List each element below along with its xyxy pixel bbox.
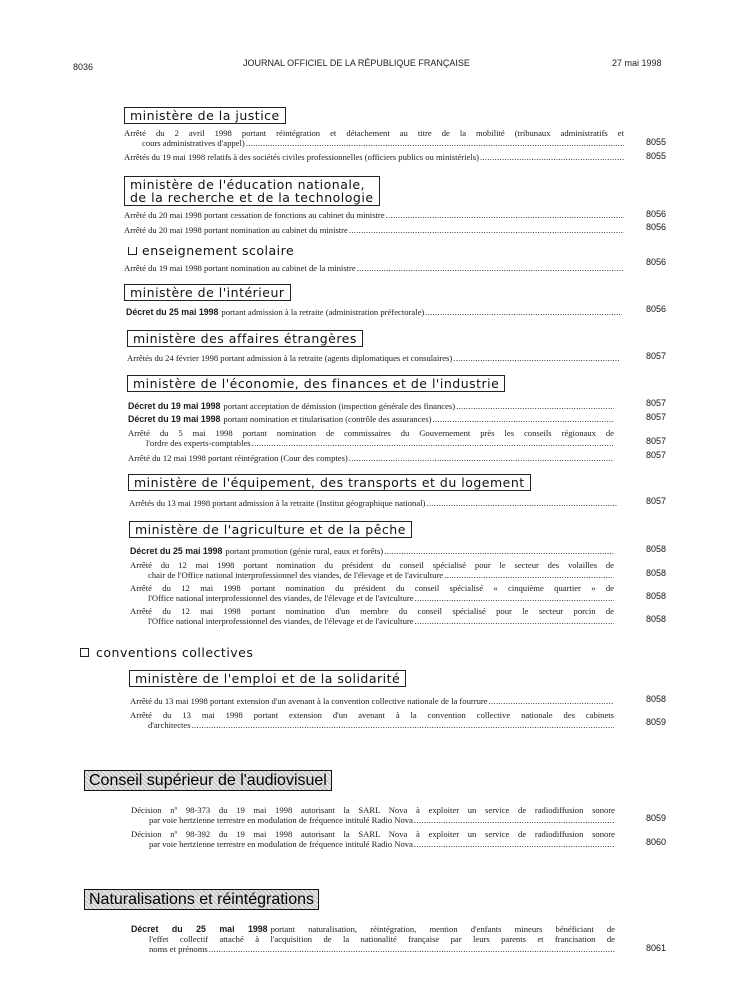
leader-dots <box>209 944 615 954</box>
leader-dots <box>415 593 614 603</box>
entry-text: Décision nº 98-373 du 19 mai 1998 autorisant la SARL Nova à exploiter un service de radiodiffusion sonore <box>131 805 615 815</box>
page-ref: 8058 <box>645 614 666 624</box>
leader-dots <box>384 546 614 556</box>
entry-text: portant promotion (génie rural, eaux et forêts) <box>225 546 384 556</box>
major-section-csa: Conseil supérieur de l'audiovisuel <box>84 770 332 791</box>
leader-dots <box>414 839 615 849</box>
page-ref: 8059 <box>645 813 666 823</box>
entry-text: Arrêté du 5 mai 1998 portant nomination de commissaires du Gouvernement près les conseils régionaux de <box>128 428 614 438</box>
entry-text: Arrêté du 13 mai 1998 portant extension d'un avenant à la convention collective nationale des cabinets <box>130 710 614 720</box>
entry-text: portant acceptation de démission (inspection générale des finances) <box>223 401 456 411</box>
entry-education-3[interactable] <box>124 263 624 273</box>
page-ref: 8057 <box>645 412 666 422</box>
entry-text: portant nomination et titularisation (contrôle des assurances) <box>223 414 432 424</box>
entry-csa-2[interactable] <box>131 829 615 849</box>
major-section-naturalisations: Naturalisations et réintégrations <box>84 889 319 910</box>
entry-agriculture-4[interactable] <box>130 606 614 626</box>
page-number: 8036 <box>73 62 94 72</box>
entry-agriculture-1[interactable] <box>130 546 614 556</box>
section-title-education <box>124 176 380 206</box>
leader-dots <box>386 210 624 220</box>
entry-text: portant admission à la retraite (administration préfectorale) <box>221 307 425 317</box>
page-ref: 8058 <box>645 591 666 601</box>
leader-dots <box>426 498 618 508</box>
entry-justice-1[interactable] <box>124 128 624 148</box>
page-ref: 8057 <box>645 450 666 460</box>
entry-text: Arrêté du 13 mai 1998 portant extension d'un avenant à la convention collective nationale de la fourrure <box>130 696 488 706</box>
entry-text: l'effet collectif attaché à l'acquisition de la nationalité française par leurs parents et francisation de <box>149 934 615 944</box>
entry-text: l'Office national interprofessionnel des viandes, de l'élevage et de l'aviculture <box>148 593 414 603</box>
page-ref: 8061 <box>645 943 666 953</box>
subsection-enseignement-scolaire: enseignement scolaire <box>128 243 294 258</box>
entry-agriculture-2[interactable] <box>130 560 614 580</box>
entry-text: l'ordre des experts-comptables <box>146 438 251 448</box>
entry-economie-2[interactable] <box>128 414 614 424</box>
section-title-emploi: ministère de l'emploi et de la solidarité <box>129 670 406 687</box>
entry-agriculture-3[interactable] <box>130 583 614 603</box>
entry-text: Arrêté du 12 mai 1998 portant nomination du président du conseil spécialisé pour le secteur des volailles de <box>130 560 614 570</box>
bullet-square-icon <box>128 247 137 255</box>
entry-interieur-1[interactable] <box>126 307 622 317</box>
entry-bold-title: Décret du 25 mai 1998 <box>131 924 268 934</box>
page-ref: 8056 <box>645 222 666 232</box>
entry-text: Arrêtés du 24 février 1998 portant admission à la retraite (agents diplomatiques et consulaires) <box>127 353 453 363</box>
section-title-justice: ministère de la justice <box>124 107 286 124</box>
leader-dots <box>433 414 614 424</box>
page-ref: 8060 <box>645 837 666 847</box>
entry-text: Arrêté du 20 mai 1998 portant nomination au cabinet du ministre <box>124 225 348 235</box>
entry-text: par voie hertzienne terrestre en modulation de fréquence intitulé Radio Nova <box>149 839 413 849</box>
page-ref: 8058 <box>645 568 666 578</box>
page-ref: 8055 <box>645 137 666 147</box>
entry-justice-2[interactable] <box>124 152 624 162</box>
leader-dots <box>480 152 624 162</box>
entry-text: chair de l'Office national interprofessionnel des viandes, de l'élevage et de l'aviculture <box>148 570 444 580</box>
leader-dots <box>349 453 614 463</box>
entry-text: Arrêté du 20 mai 1998 portant cessation de fonctions au cabinet du ministre <box>124 210 385 220</box>
page-ref: 8059 <box>645 717 666 727</box>
entry-csa-1[interactable] <box>131 805 615 825</box>
entry-text: Arrêté du 12 mai 1998 portant réintégration (Cour des comptes) <box>128 453 348 463</box>
entry-text: Décision nº 98-392 du 19 mai 1998 autorisant la SARL Nova à exploiter un service de radiodiffusion sonore <box>131 829 615 839</box>
entry-text: d'architectes <box>148 720 191 730</box>
entry-affaires-1[interactable] <box>127 353 620 363</box>
leader-dots <box>444 570 614 580</box>
entry-text: Arrêté du 12 mai 1998 portant nomination du président du conseil spécialisé « cinquième quartier » de <box>130 583 614 593</box>
entry-economie-3[interactable] <box>128 428 614 448</box>
entry-text: Arrêté du 12 mai 1998 portant nomination d'un membre du conseil spécialisé pour le secteur porcin de <box>130 606 614 616</box>
entry-text: Arrêtés du 13 mai 1998 portant admission à la retraite (Institut géographique national) <box>129 498 426 508</box>
leader-dots <box>415 616 614 626</box>
entry-naturalisations-1[interactable] <box>131 924 615 954</box>
entry-equipement-1[interactable] <box>129 498 618 508</box>
heading-conventions-collectives: conventions collectives <box>80 645 253 660</box>
entry-bold-title: Décret du 25 mai 1998 <box>130 546 223 556</box>
leader-dots <box>349 225 624 235</box>
leader-dots <box>192 720 614 730</box>
section-title-line: ministère de l'éducation nationale, <box>130 177 366 192</box>
page-ref: 8057 <box>645 496 666 506</box>
bullet-square-icon <box>80 648 89 657</box>
leader-dots <box>456 401 614 411</box>
entry-economie-1[interactable] <box>128 401 614 411</box>
section-title-economie: ministère de l'économie, des finances et de l'industrie <box>127 375 505 392</box>
entry-text: Arrêtés du 19 mai 1998 relatifs à des sociétés civiles professionnelles (officiers publics ou ministériels) <box>124 152 479 162</box>
entry-emploi-2[interactable] <box>130 710 614 730</box>
section-title-equipement: ministère de l'équipement, des transports et du logement <box>128 474 531 491</box>
entry-text: Arrêté du 19 mai 1998 portant nomination au cabinet de la ministre <box>124 263 356 273</box>
page-ref: 8057 <box>645 436 666 446</box>
leader-dots <box>252 438 614 448</box>
page-ref: 8056 <box>645 209 666 219</box>
entry-bold-title: Décret du 19 mai 1998 <box>128 414 221 424</box>
entry-bold-title: Décret du 19 mai 1998 <box>128 401 221 411</box>
page-ref: 8058 <box>645 544 666 554</box>
page-ref: 8056 <box>645 257 666 267</box>
section-title-interieur: ministère de l'intérieur <box>124 284 291 301</box>
leader-dots <box>414 815 615 825</box>
entry-emploi-1[interactable] <box>130 696 614 706</box>
page-ref: 8058 <box>645 694 666 704</box>
page-ref: 8057 <box>645 398 666 408</box>
entry-text: Arrêté du 2 avril 1998 portant réintégration et détachement au titre de la mobilité (tribunaux administratifs et <box>124 128 624 138</box>
issue-date: 27 mai 1998 <box>612 58 662 68</box>
entry-text: cours administratives d'appel) <box>142 138 245 148</box>
page-ref: 8056 <box>645 304 666 314</box>
leader-dots <box>453 353 620 363</box>
leader-dots <box>425 307 622 317</box>
entry-education-2[interactable] <box>124 225 624 235</box>
section-title-affaires-etrangeres: ministère des affaires étrangères <box>127 330 363 347</box>
section-title-agriculture: ministère de l'agriculture et de la pêche <box>129 521 412 538</box>
journal-title: JOURNAL OFFICIEL DE LA RÉPUBLIQUE FRANÇAISE <box>243 58 470 68</box>
section-title-line: de la recherche et de la technologie <box>130 190 374 205</box>
entry-economie-4[interactable] <box>128 453 614 463</box>
entry-text: portant naturalisation, réintégration, mention d'enfants mineurs bénéficiant de <box>270 924 615 934</box>
page-ref: 8057 <box>645 351 666 361</box>
leader-dots <box>357 263 624 273</box>
leader-dots <box>246 138 624 148</box>
entry-text: par voie hertzienne terrestre en modulation de fréquence intitulé Radio Nova <box>149 815 413 825</box>
leader-dots <box>489 696 614 706</box>
entry-text: l'Office national interprofessionnel des viandes, de l'élevage et de l'aviculture <box>148 616 414 626</box>
entry-bold-title: Décret du 25 mai 1998 <box>126 307 219 317</box>
entry-education-1[interactable] <box>124 210 624 220</box>
entry-text: noms et prénoms <box>149 944 208 954</box>
page-ref: 8055 <box>645 151 666 161</box>
